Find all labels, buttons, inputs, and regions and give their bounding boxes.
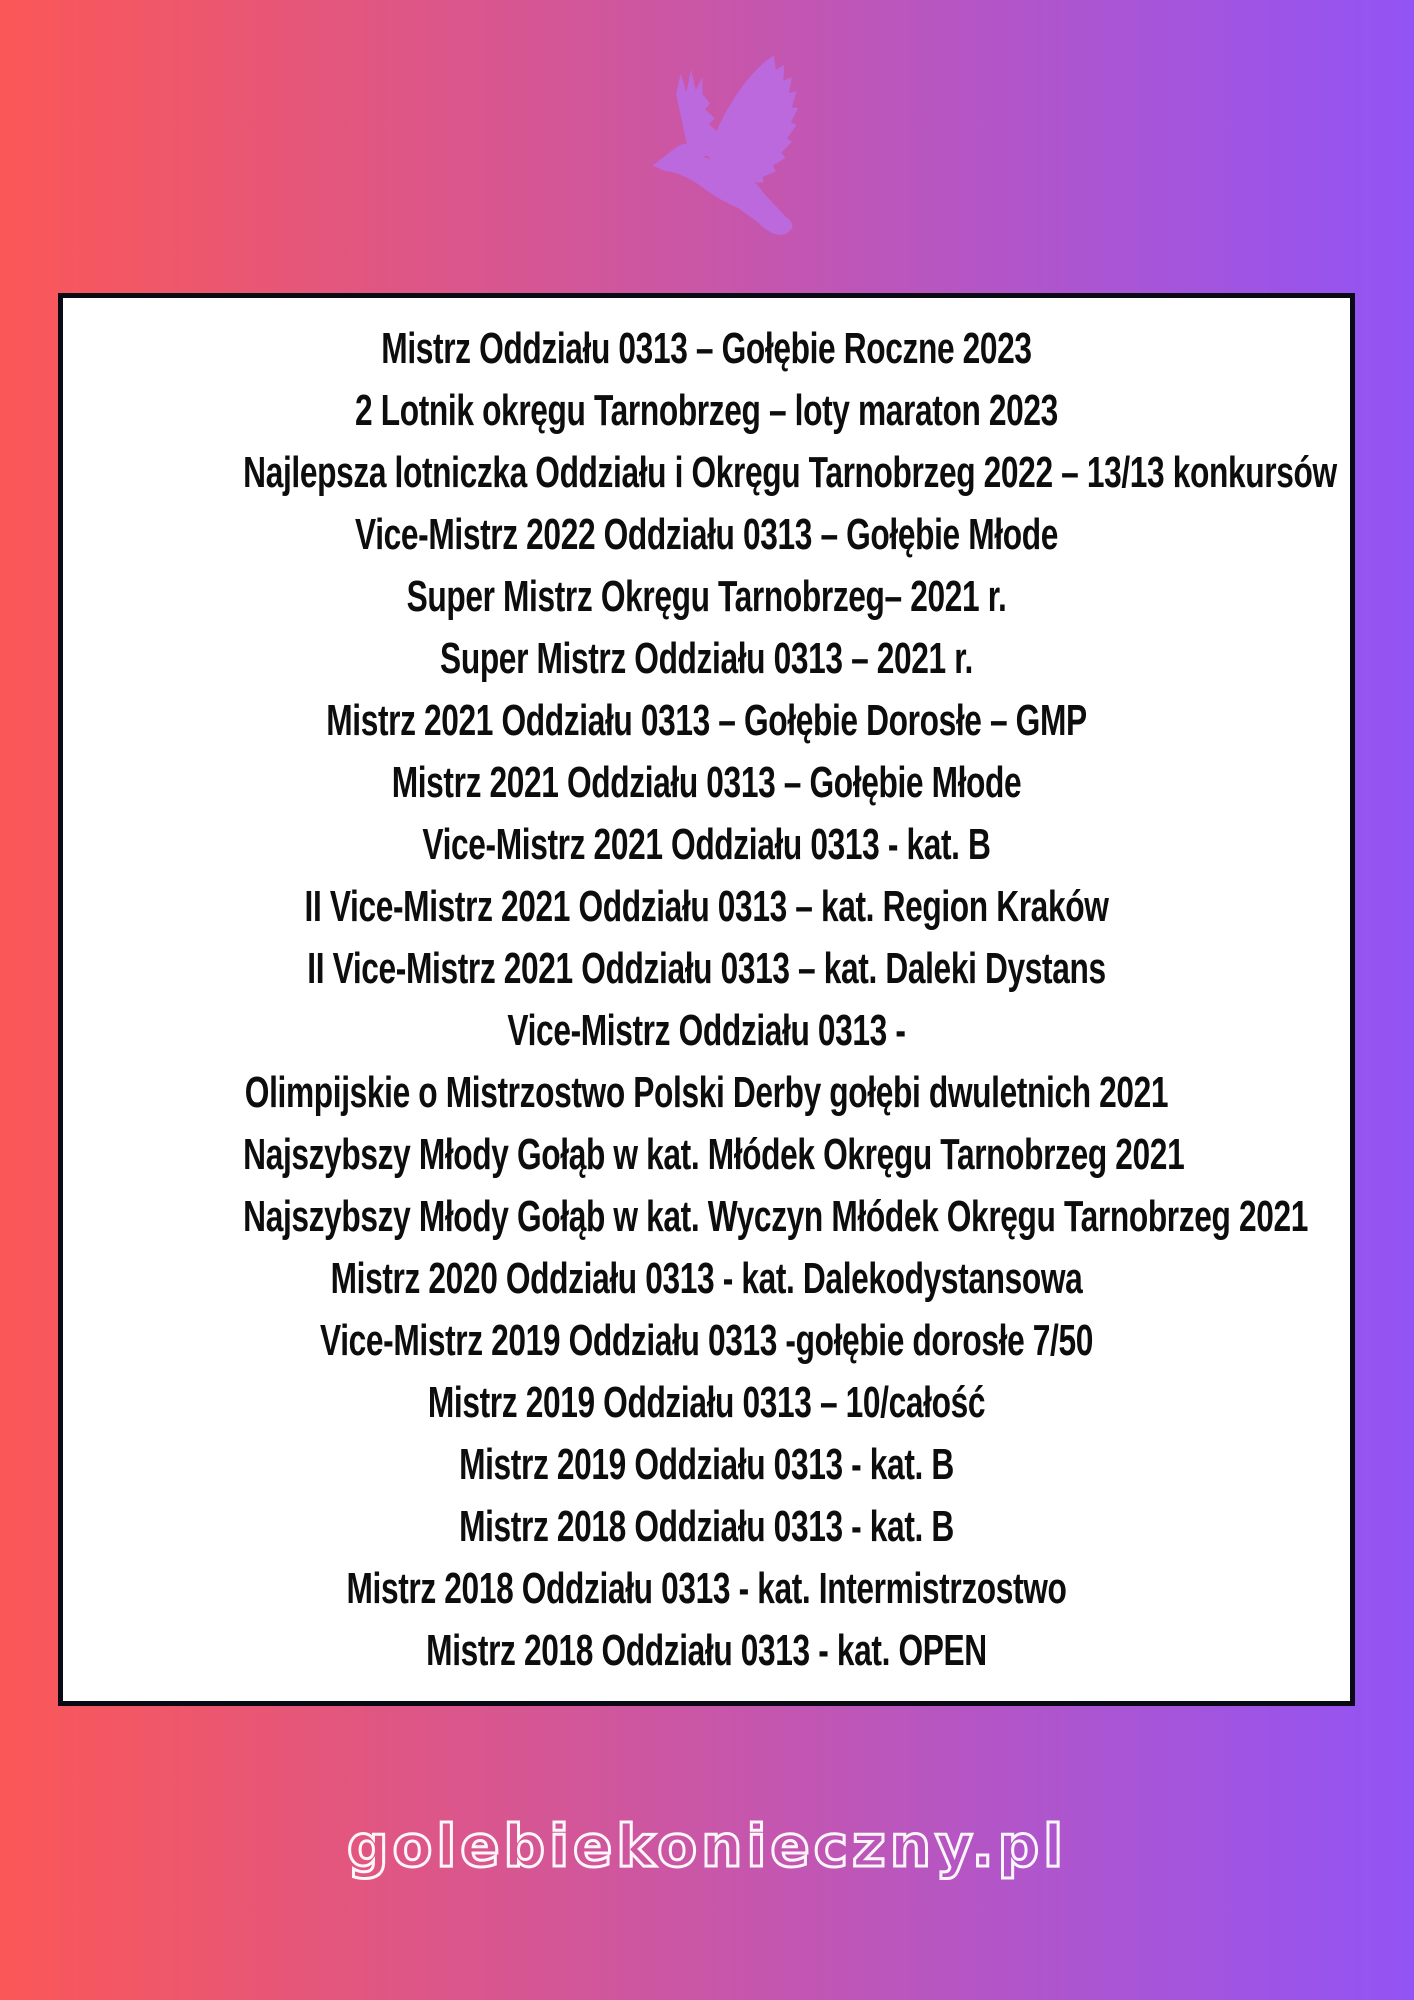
achievement-line: Mistrz 2021 Oddziału 0313 – Gołębie Młode: [391, 757, 1022, 807]
achievement-line: Mistrz Oddziału 0313 – Gołębie Roczne 2023: [381, 323, 1032, 373]
achievement-line: Super Mistrz Okręgu Tarnobrzeg– 2021 r.: [406, 571, 1007, 621]
achievement-line: Vice-Mistrz Oddziału 0313 -: [507, 1005, 906, 1055]
achievement-line: Mistrz 2019 Oddziału 0313 - kat. B: [459, 1439, 954, 1489]
achievement-line: Vice-Mistrz 2021 Oddziału 0313 - kat. B: [422, 819, 991, 869]
achievement-line: 2 Lotnik okręgu Tarnobrzeg – loty maraton 2023: [355, 385, 1058, 435]
achievement-line: II Vice-Mistrz 2021 Oddziału 0313 – kat. Daleki Dystans: [307, 943, 1106, 993]
achievement-line: Mistrz 2018 Oddziału 0313 - kat. OPEN: [426, 1625, 987, 1675]
website-watermark: golebiekonieczny.pl: [346, 1812, 1068, 1880]
achievement-line: Najlepsza lotniczka Oddziału i Okręgu Tarnobrzeg 2022 – 13/13 konkursów: [243, 447, 1337, 497]
achievement-line: Mistrz 2018 Oddziału 0313 - kat. Intermistrzostwo: [346, 1563, 1067, 1613]
achievement-line: Super Mistrz Oddziału 0313 – 2021 r.: [440, 633, 973, 683]
achievement-line: Mistrz 2018 Oddziału 0313 - kat. B: [459, 1501, 954, 1551]
achievement-line: Najszybszy Młody Gołąb w kat. Młódek Okręgu Tarnobrzeg 2021: [243, 1129, 1185, 1179]
achievement-line: Mistrz 2019 Oddziału 0313 – 10/całość: [427, 1377, 986, 1427]
achievement-line: Mistrz 2021 Oddziału 0313 – Gołębie Dorosłe – GMP: [326, 695, 1087, 745]
awards-panel: [58, 293, 1355, 1706]
achievement-line: Olimpijskie o Mistrzostwo Polski Derby gołębi dwuletnich 2021: [244, 1067, 1169, 1117]
achievement-line: Vice-Mistrz 2022 Oddziału 0313 – Gołębie Młode: [355, 509, 1058, 559]
achievement-line: Vice-Mistrz 2019 Oddziału 0313 -gołębie dorosłe 7/50: [319, 1315, 1094, 1365]
achievement-line: II Vice-Mistrz 2021 Oddziału 0313 – kat. Region Kraków: [304, 881, 1109, 931]
dove-icon: [645, 48, 805, 238]
achievement-line: Najszybszy Młody Gołąb w kat. Wyczyn Młódek Okręgu Tarnobrzeg 2021: [243, 1191, 1308, 1241]
achievement-line: Mistrz 2020 Oddziału 0313 - kat. Dalekodystansowa: [330, 1253, 1083, 1303]
